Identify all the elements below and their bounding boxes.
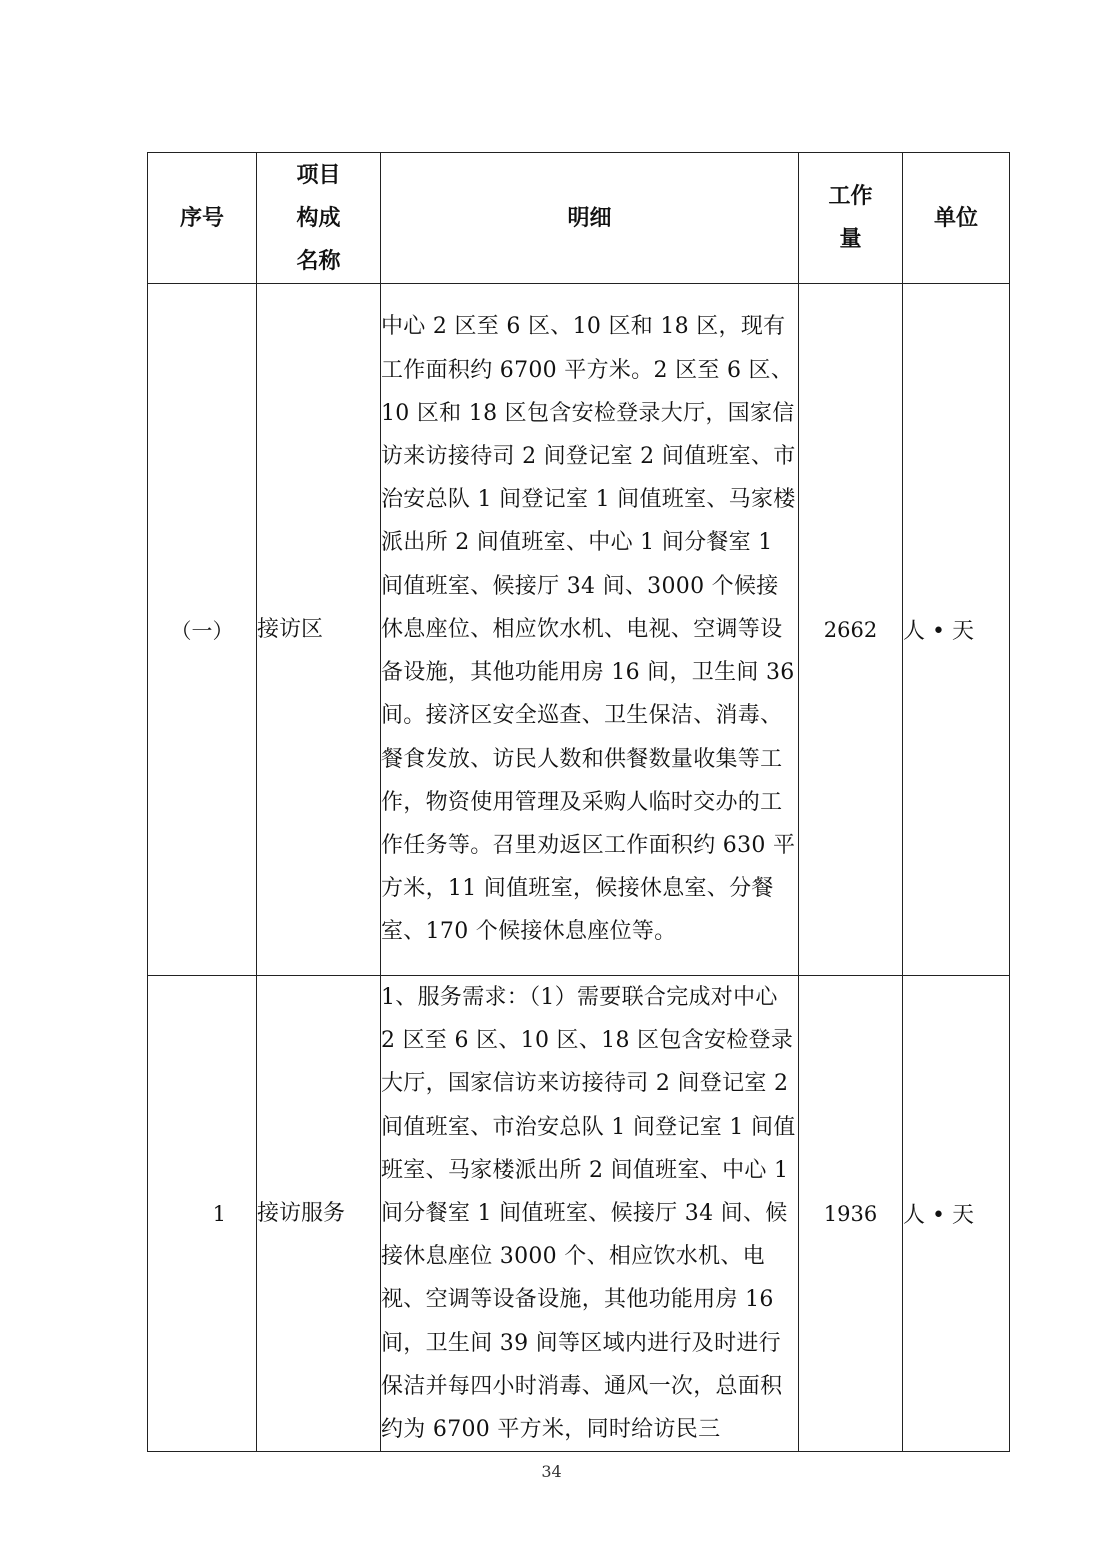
header-qty-line2: 量 — [839, 227, 862, 252]
row-detail: 1、服务需求：（1）需要联合完成对中心 2 区至 6 区、10 区、18 区包含安检登录大厅，国家信访来访接待司 2 间登记室 2 间值班室、市治安总队 1 间登记室 1 间值班室、马家楼派出所 2 间值班室、中心 1 间分餐室 1 间值班室、候接厅 34 间、候接休息座位 3000 个、相应饮水机、电视、空调等设备设施，其他功能用房 16 间，卫生间 39 间等区域内进行及时进行保洁并每四小时消毒、通风一次，总面积约为 6700 平方米，同时给访民三 — [381, 976, 799, 1452]
row-qty: 2662 — [799, 284, 903, 976]
header-item-line3: 名称 — [296, 248, 341, 274]
header-detail: 明细 — [381, 153, 799, 284]
header-unit: 单位 — [903, 153, 1010, 284]
row-seq: 1 — [148, 976, 257, 1452]
row-unit: 人 • 天 — [903, 976, 1010, 1452]
page-number: 34 — [541, 1462, 562, 1481]
spec-table — [147, 152, 1010, 1452]
header-item-line2: 构成 — [296, 205, 341, 231]
row-unit: 人 • 天 — [903, 284, 1010, 976]
header-qty — [799, 153, 903, 284]
table-row — [148, 284, 1010, 976]
table-row — [148, 976, 1010, 1452]
row-name: 接访服务 — [257, 976, 381, 1452]
row-qty: 1936 — [799, 976, 903, 1452]
header-item-name — [257, 153, 381, 284]
header-seq: 序号 — [148, 153, 257, 284]
row-name: 接访区 — [257, 284, 381, 976]
header-qty-line1: 工作 — [828, 184, 873, 209]
table-header-row — [148, 153, 1010, 284]
header-item-line1: 项目 — [296, 162, 341, 188]
row-detail: 中心 2 区至 6 区、10 区和 18 区，现有工作面积约 6700 平方米。2 区至 6 区、10 区和 18 区包含安检登录大厅，国家信访来访接待司 2 间登记室 2 间值班室、市治安总队 1 间登记室 1 间值班室、马家楼派出所 2 间值班室、中心 1 间分餐室 1 间值班室、候接厅 34 间、3000 个候接休息座位、相应饮水机、电视、空调等设备设施，其他功能用房 16 间，卫生间 36 间。接济区安全巡查、卫生保洁、消毒、餐食发放、访民人数和供餐数量收集等工作，物资使用管理及采购人临时交办的工作任务等。召里劝返区工作面积约 630 平方米，11 间值班室，候接休息室、分餐室、170 个候接休息座位等。 — [381, 284, 799, 976]
row-seq: （一） — [148, 284, 257, 976]
